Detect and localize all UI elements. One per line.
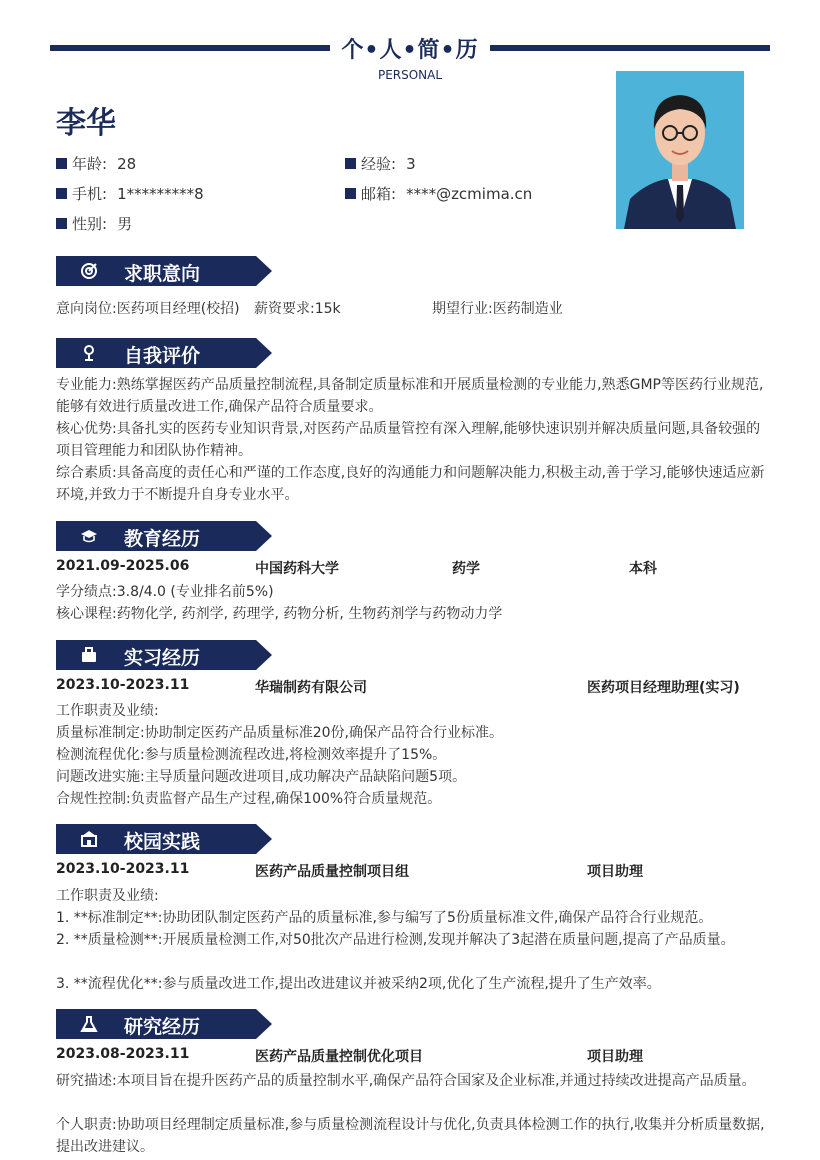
email-value: ****@zcmima.cn [406,184,533,203]
building-icon [80,830,98,848]
experience-label: 经验: [361,155,397,173]
profile-photo [616,71,744,229]
bullet-square [345,188,356,199]
info-email [345,183,532,204]
resume-title: 个•人•简•历 [341,38,479,63]
education-degree: 本科 [629,561,657,577]
intent-row [56,298,768,320]
award-icon [80,344,98,362]
education-major: 药学 [452,561,480,577]
self-evaluation-quality: 综合素质:具备高度的责任心和严谨的工作态度,良好的沟通能力和问题解决能力,积极主动,善于学习,能够快速适应新环境,并致力于不断提升自身专业水平。 [56,465,765,503]
phone-label: 手机: [72,185,108,203]
info-phone [56,183,204,204]
info-age [56,153,136,174]
intent-salary: 薪资要求:15k [254,301,341,317]
bullet-square [56,188,67,199]
internship-row [56,677,768,699]
internship-duty-4: 合规性控制:负责监督产品生产过程,确保100%符合质量规范。 [56,791,442,807]
info-experience [345,153,416,174]
email-label: 邮箱: [361,185,397,203]
section-title: 教育经历 [124,528,201,550]
campus-date: 2023.10-2023.11 [56,861,190,877]
campus-role: 项目助理 [587,864,643,880]
section-header-research [56,1009,272,1039]
header-bar [50,35,770,65]
intent-industry: 期望行业:医药制造业 [432,301,563,317]
section-title: 研究经历 [124,1016,201,1038]
bullet-square [56,218,67,229]
age-value: 28 [117,154,137,173]
experience-value: 3 [406,154,416,173]
graduation-cap-icon [80,527,98,545]
campus-duty-3: 3. **流程优化**:参与质量改进工作,提出改进建议并被采纳2项,优化了生产流程,提升了生产效率。 [56,976,661,992]
research-duty: 个人职责:协助项目经理制定质量标准,参与质量检测流程设计与优化,负责具体检测工作的执行,收集并分析质量数据,提出改进建议。 [56,1117,765,1155]
education-date: 2021.09-2025.06 [56,558,190,574]
internship-duty-3: 问题改进实施:主导质量问题改进项目,成功解决产品缺陷问题5项。 [56,769,467,785]
education-courses: 核心课程:药物化学, 药剂学, 药理学, 药物分析, 生物药剂学与药物动力学 [56,606,503,622]
campus-organization: 医药产品质量控制项目组 [255,864,409,880]
resume-subtitle: PERSONAL [377,68,443,82]
campus-duty-heading: 工作职责及业绩: [56,888,159,904]
phone-value: 1*********8 [117,184,204,203]
education-gpa: 学分绩点:3.8/4.0 (专业排名前5%) [56,584,274,600]
info-gender [56,213,132,234]
bullet-square [345,158,356,169]
education-row [56,558,768,580]
research-row [56,1046,768,1068]
bullet-square [56,158,67,169]
self-evaluation-professional: 专业能力:熟练掌握医药产品质量控制流程,具备制定质量标准和开展质量检测的专业能力,熟悉GMP等医药行业规范,能够有效进行质量改进工作,确保产品符合质量要求。 [56,377,764,415]
internship-date: 2023.10-2023.11 [56,677,190,693]
campus-row [56,861,768,883]
flask-icon [80,1015,98,1033]
internship-role: 医药项目经理助理(实习) [587,680,740,696]
section-title: 校园实践 [124,831,201,853]
portrait-illustration [616,71,744,229]
section-header-education [56,521,272,551]
education-school: 中国药科大学 [255,561,339,577]
campus-duty-1: 1. **标准制定**:协助团队制定医药产品的质量标准,参与编写了5份质量标准文件,确保产品符合行业规范。 [56,910,713,926]
section-header-internship [56,640,272,670]
section-header-intent [56,256,272,286]
section-title: 自我评价 [124,345,201,367]
research-date: 2023.08-2023.11 [56,1046,190,1062]
section-header-self [56,338,272,368]
research-project: 医药产品质量控制优化项目 [255,1049,423,1065]
age-label: 年龄: [72,155,108,173]
internship-company: 华瑞制药有限公司 [255,680,367,696]
section-title: 实习经历 [124,647,201,669]
section-header-campus [56,824,272,854]
self-evaluation-strength: 核心优势:具备扎实的医药专业知识背景,对医药产品质量管控有深入理解,能够快速识别并解决质量问题,具备较强的项目管理能力和团队协作精神。 [56,421,761,459]
person-name: 李华 [56,106,116,141]
gender-label: 性别: [72,215,108,233]
research-role: 项目助理 [587,1049,643,1065]
research-description: 研究描述:本项目旨在提升医药产品的质量控制水平,确保产品符合国家及企业标准,并通过持续改进提高产品质量。 [56,1073,756,1089]
gender-value: 男 [117,215,133,233]
internship-duty-1: 质量标准制定:协助制定医药产品质量标准20份,确保产品符合行业标准。 [56,725,503,741]
internship-duty-2: 检测流程优化:参与质量检测流程改进,将检测效率提升了15%。 [56,747,447,763]
intent-position: 意向岗位:医药项目经理(校招) [56,301,240,317]
briefcase-icon [80,646,98,664]
section-title: 求职意向 [124,263,201,285]
target-icon [80,262,98,280]
campus-duty-2: 2. **质量检测**:开展质量检测工作,对50批次产品进行检测,发现并解决了3起潜在质量问题,提高了产品质量。 [56,932,735,948]
internship-duty-heading: 工作职责及业绩: [56,703,159,719]
